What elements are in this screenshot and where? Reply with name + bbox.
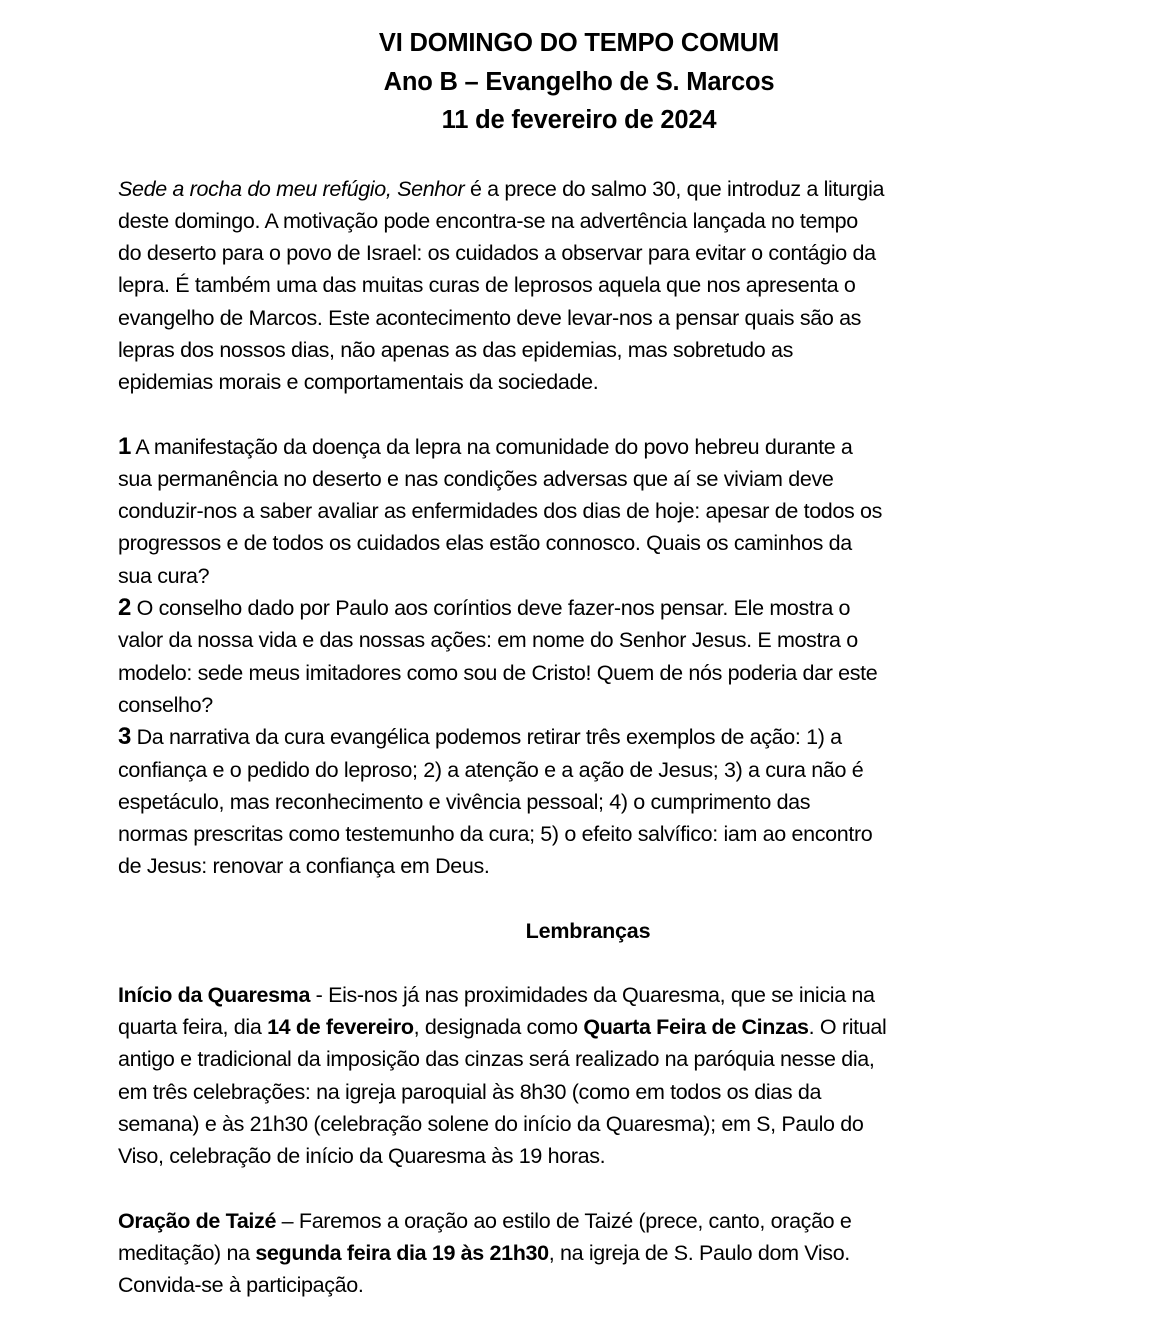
document-date: 11 de fevereiro de 2024	[441, 106, 717, 134]
intro-line: do deserto para o povo de Israel: os cuidados a observar para evitar o contágio da	[118, 241, 876, 266]
point-number: 3	[118, 723, 131, 751]
intro-line: evangelho de Marcos. Este acontecimento deve levar-nos a pensar quais são as	[118, 305, 862, 330]
point-number: 1	[118, 432, 131, 460]
intro-paragraph	[118, 173, 1058, 399]
reflection-points	[118, 431, 1058, 883]
document-header	[0, 24, 1158, 140]
intro-line: lepra. É também uma das muitas curas de leprosos aquela que nos apresenta o	[118, 273, 856, 298]
taize-datetime: segunda feira dia 19 às 21h30	[255, 1240, 549, 1265]
intro-line: Sede a rocha do meu refúgio, Senhor é a prece do salmo 30, que introduz a liturgia	[118, 176, 885, 201]
reminders-heading: Lembranças	[525, 918, 651, 943]
ash-wednesday-name: Quarta Feira de Cinzas	[583, 1015, 809, 1040]
reflection-point-2: 2 O conselho dado por Paulo aos coríntios deve fazer-nos pensar. Ele mostra o valor da nossa vida e das nossas ações: em nome do Senhor Jesus. E mostra o modelo: sede meus imitadores como sou de Cristo! Quem de nós poderia dar este conselho?	[118, 594, 878, 717]
reflection-point-3: 3 Da narrativa da cura evangélica podemos retirar três exemplos de ação: 1) a confiança e o pedido do leproso; 2) a atenção e a ação de Jesus; 3) a cura não é espetáculo, mas reconhecimento e vivência pessoal; 4) o cumprimento das normas prescritas como testemunho da cura; 5) o efeito salvífico: iam ao encontro de Jesus: renovar a confiança em Deus.	[118, 723, 873, 879]
intro-line: epidemias morais e comportamentais da sociedade.	[118, 370, 599, 395]
reminder-taize-heading: Oração de Taizé	[118, 1208, 277, 1233]
psalm-quote: Sede a rocha do meu refúgio, Senhor	[118, 176, 465, 201]
document-page	[118, 24, 1058, 1301]
reflection-point-1: 1 A manifestação da doença da lepra na comunidade do povo hebreu durante a sua permanência no deserto e nas condições adversas que aí se viviam deve conduzir-nos a saber avaliar as enfermidades dos dias de hoje: apesar de todos os progressos e de todos os cuidados elas estão connosco. Quais os caminhos da sua cura?	[118, 432, 883, 588]
document-subtitle: Ano B – Evangelho de S. Marcos	[383, 67, 775, 96]
document-title: VI DOMINGO DO TEMPO COMUM	[378, 29, 780, 57]
ash-wednesday-date: 14 de fevereiro	[267, 1015, 414, 1040]
reminder-lent-heading: Início da Quaresma	[118, 982, 311, 1007]
reminder-lent: Início da Quaresma - Eis-nos já nas proximidades da Quaresma, que se inicia na quarta feira, dia 14 de fevereiro, designada como Quarta Feira de Cinzas. O ritual antigo e tradicional da imposição das cinzas será realizado na paróquia nesse dia, em três celebrações: na igreja paroquial às 8h30 (como em todos os dias da semana) e às 21h30 (celebração solene do início da Quaresma); em S, Paulo do Viso, celebração de início da Quaresma às 19 horas.	[118, 982, 887, 1169]
intro-line: lepras dos nossos dias, não apenas as das epidemias, mas sobretudo as	[118, 337, 794, 362]
reminder-taize: Oração de Taizé – Faremos a oração ao estilo de Taizé (prece, canto, oração e meditação) na segunda feira dia 19 às 21h30, na igreja de S. Paulo dom Viso. Convida-se à participação.	[118, 1208, 852, 1298]
point-number: 2	[118, 594, 131, 622]
intro-line: deste domingo. A motivação pode encontra-se na advertência lançada no tempo	[118, 208, 858, 233]
